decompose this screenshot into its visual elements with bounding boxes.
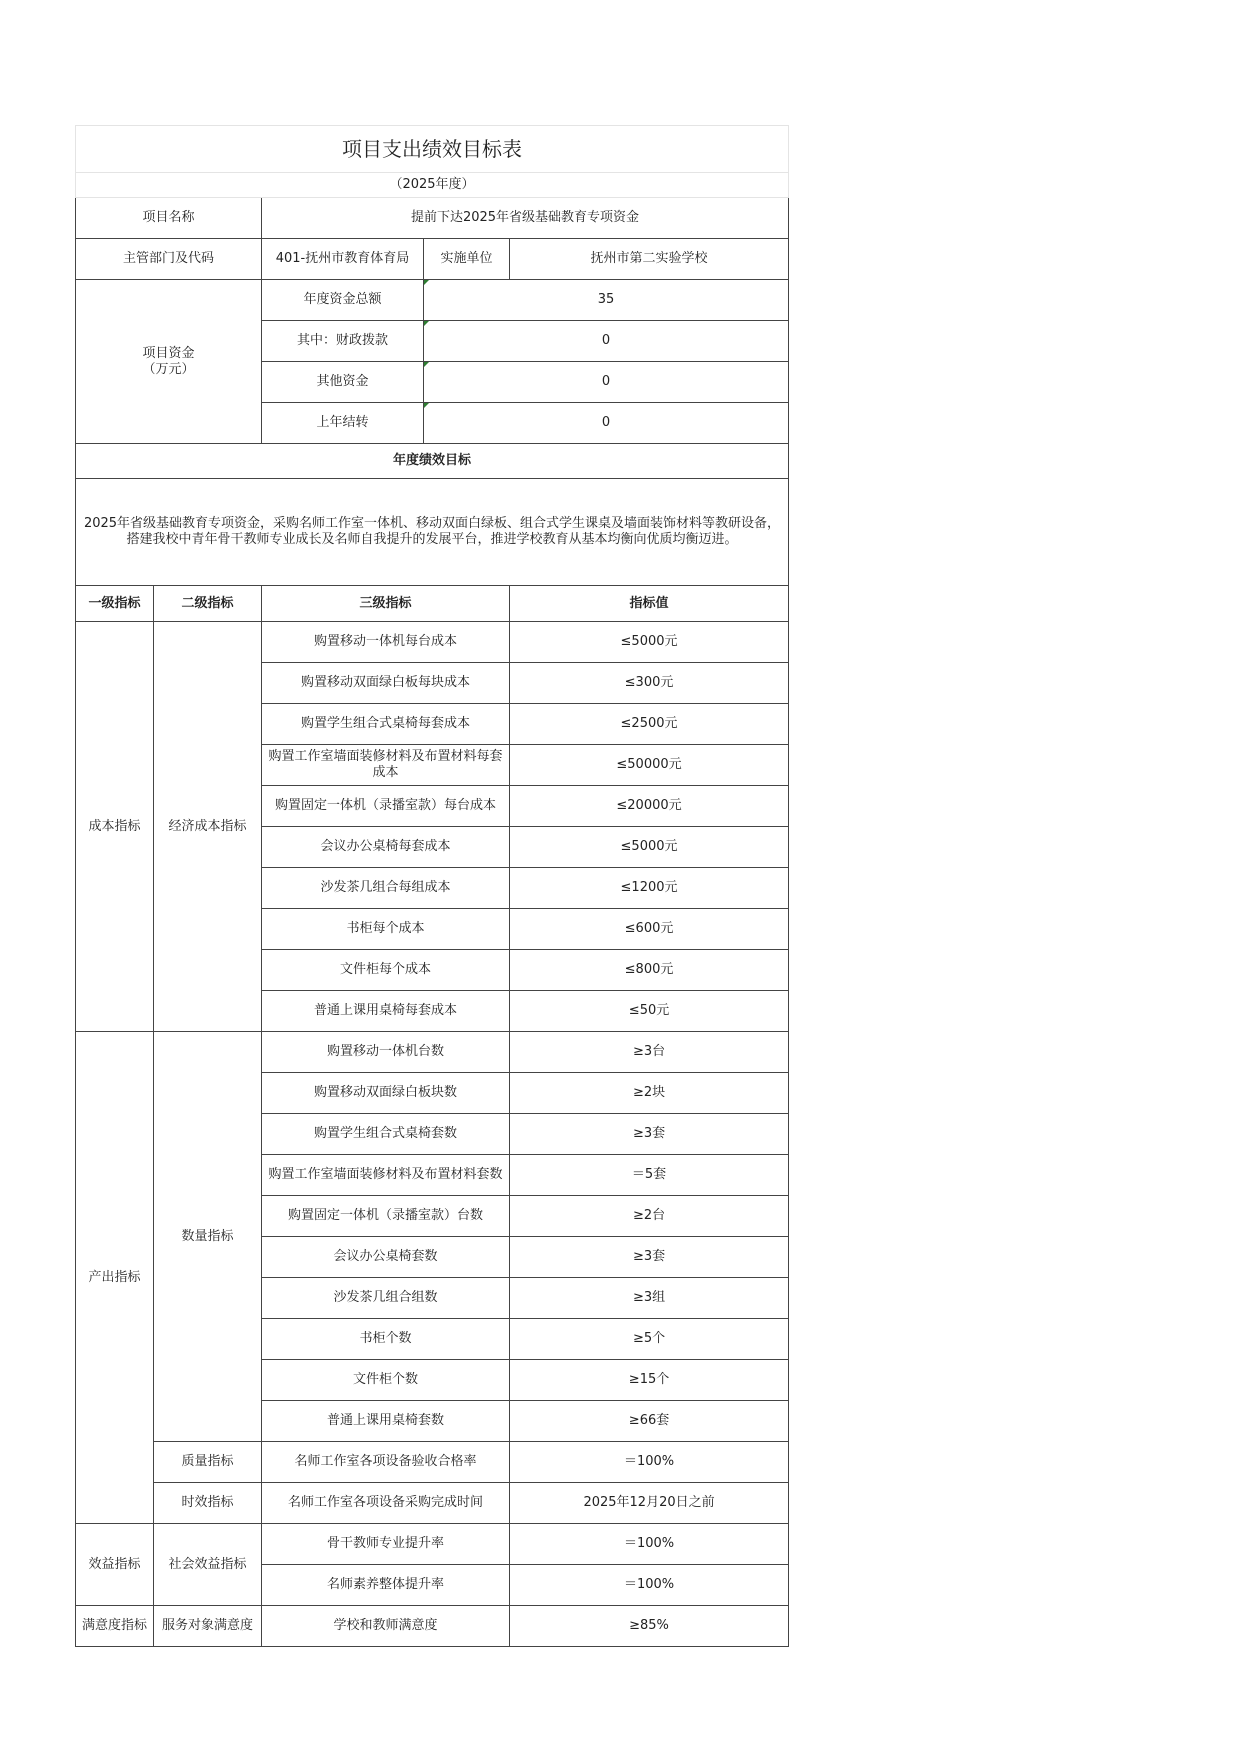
indicator-value: ≥2台 (510, 1196, 789, 1237)
indicator-value: ＝100% (510, 1442, 789, 1483)
fund-value: 35 (424, 280, 789, 321)
indicator-value: ≥3套 (510, 1114, 789, 1155)
level3-indicator: 名师素养整体提升率 (262, 1565, 510, 1606)
level1-indicator: 效益指标 (76, 1524, 154, 1606)
level2-indicator: 质量指标 (154, 1442, 262, 1483)
level3-indicator: 普通上课用桌椅套数 (262, 1401, 510, 1442)
header-l2: 二级指标 (154, 586, 262, 622)
level1-indicator: 满意度指标 (76, 1606, 154, 1647)
indicator-value: ≥85% (510, 1606, 789, 1647)
level3-indicator: 沙发茶几组合组数 (262, 1278, 510, 1319)
level3-indicator: 名师工作室各项设备验收合格率 (262, 1442, 510, 1483)
level3-indicator: 骨干教师专业提升率 (262, 1524, 510, 1565)
level3-indicator: 学校和教师满意度 (262, 1606, 510, 1647)
indicator-value: ≤5000元 (510, 622, 789, 663)
funds-label-text: 项目资金（万元） (142, 345, 195, 377)
indicator-value: ＝5套 (510, 1155, 789, 1196)
fund-value: 0 (424, 321, 789, 362)
level3-indicator: 购置移动一体机台数 (262, 1032, 510, 1073)
level3-indicator: 文件柜个数 (262, 1360, 510, 1401)
fund-label: 其中：财政拨款 (262, 321, 424, 362)
level3-indicator: 会议办公桌椅每套成本 (262, 827, 510, 868)
level3-indicator: 购置移动双面绿白板块数 (262, 1073, 510, 1114)
level3-indicator: 购置移动双面绿白板每块成本 (262, 663, 510, 704)
year-label: （2025年度） (76, 173, 789, 198)
fund-value: 0 (424, 403, 789, 444)
indicator-value: ≥3套 (510, 1237, 789, 1278)
table-row (76, 1606, 789, 1647)
goal-text: 2025年省级基础教育专项资金，采购名师工作室一体机、移动双面白绿板、组合式学生课桌及墙面装饰材料等教研设备，搭建我校中青年骨干教师专业成长及名师自我提升的发展平台，推进学校教育从基本均衡向优质均衡迈进。 (76, 479, 789, 586)
indicator-value: ≥3组 (510, 1278, 789, 1319)
table-row (76, 1032, 789, 1073)
table-row (76, 1442, 789, 1483)
indicator-value: ≤5000元 (510, 827, 789, 868)
indicator-value: ≥5个 (510, 1319, 789, 1360)
indicator-value: ≥66套 (510, 1401, 789, 1442)
level3-indicator: 购置学生组合式桌椅套数 (262, 1114, 510, 1155)
level3-indicator: 文件柜每个成本 (262, 950, 510, 991)
level3-indicator: 书柜个数 (262, 1319, 510, 1360)
level2-indicator: 经济成本指标 (154, 622, 262, 1032)
level2-indicator: 社会效益指标 (154, 1524, 262, 1606)
level3-indicator: 会议办公桌椅套数 (262, 1237, 510, 1278)
level3-indicator: 书柜每个成本 (262, 909, 510, 950)
level3-indicator: 购置工作室墙面装修材料及布置材料套数 (262, 1155, 510, 1196)
impl-value: 抚州市第二实验学校 (510, 239, 789, 280)
level2-indicator: 时效指标 (154, 1483, 262, 1524)
indicator-value: ≥3台 (510, 1032, 789, 1073)
table-row (76, 1524, 789, 1565)
indicator-value: ＝100% (510, 1524, 789, 1565)
indicator-value: ≤1200元 (510, 868, 789, 909)
performance-target-table (75, 125, 789, 1647)
level3-indicator: 名师工作室各项设备采购完成时间 (262, 1483, 510, 1524)
table-row (76, 622, 789, 663)
indicator-value: ≤600元 (510, 909, 789, 950)
fund-label: 年度资金总额 (262, 280, 424, 321)
level3-indicator: 沙发茶几组合每组成本 (262, 868, 510, 909)
level2-indicator: 服务对象满意度 (154, 1606, 262, 1647)
indicator-value: ≤300元 (510, 663, 789, 704)
indicator-value: ≤50元 (510, 991, 789, 1032)
impl-label: 实施单位 (424, 239, 510, 280)
indicator-value: ≥15个 (510, 1360, 789, 1401)
table-row (76, 1483, 789, 1524)
indicator-value: ≤800元 (510, 950, 789, 991)
level3-indicator: 普通上课用桌椅每套成本 (262, 991, 510, 1032)
header-l3: 三级指标 (262, 586, 510, 622)
indicator-value: ≤50000元 (510, 745, 789, 786)
project-name-label: 项目名称 (76, 198, 262, 239)
level3-indicator: 购置工作室墙面装修材料及布置材料每套成本 (262, 745, 510, 786)
page-title: 项目支出绩效目标表 (76, 126, 789, 173)
indicator-value: ＝100% (510, 1565, 789, 1606)
level3-indicator: 购置固定一体机（录播室款）每台成本 (262, 786, 510, 827)
level3-indicator: 购置固定一体机（录播室款）台数 (262, 1196, 510, 1237)
goal-header: 年度绩效目标 (76, 444, 789, 479)
indicator-value: 2025年12月20日之前 (510, 1483, 789, 1524)
level3-indicator: 购置学生组合式桌椅每套成本 (262, 704, 510, 745)
indicator-value: ≤2500元 (510, 704, 789, 745)
fund-label: 上年结转 (262, 403, 424, 444)
dept-value: 401-抚州市教育体育局 (262, 239, 424, 280)
level3-indicator: 购置移动一体机每台成本 (262, 622, 510, 663)
project-name-value: 提前下达2025年省级基础教育专项资金 (262, 198, 789, 239)
funds-label (76, 280, 262, 444)
header-value: 指标值 (510, 586, 789, 622)
fund-value: 0 (424, 362, 789, 403)
indicator-value: ≤20000元 (510, 786, 789, 827)
level1-indicator: 产出指标 (76, 1032, 154, 1524)
level1-indicator: 成本指标 (76, 622, 154, 1032)
fund-label: 其他资金 (262, 362, 424, 403)
level2-indicator: 数量指标 (154, 1032, 262, 1442)
header-l1: 一级指标 (76, 586, 154, 622)
indicator-value: ≥2块 (510, 1073, 789, 1114)
dept-label: 主管部门及代码 (76, 239, 262, 280)
